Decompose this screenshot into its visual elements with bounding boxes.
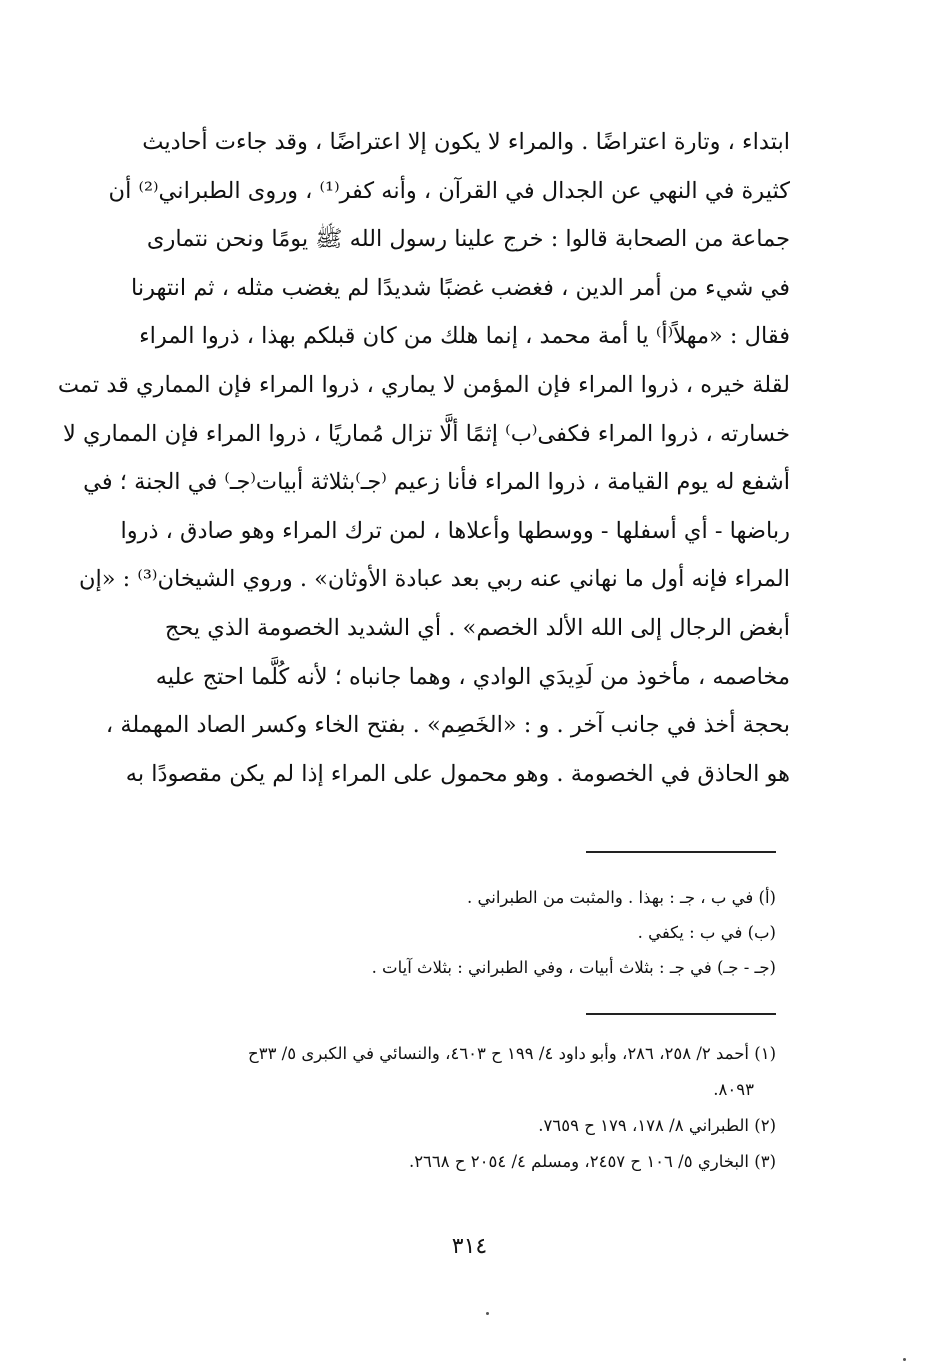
footnote: (١) أحمد ٢/ ٢٥٨، ٢٨٦، وأبو داود ٤/ ١٩٩ ح ٤٦٠٣، والنسائي في الكبرى ٥/ ٣٣ح (248, 1044, 776, 1063)
scan-speck (903, 1358, 906, 1361)
text-line: مخاصمه ، مأخوذ من لَدِيدَي الوادي ، وهما جانباه ؛ لأنه كُلَّما احتج عليه (155, 663, 790, 690)
footnote-continuation: ٨٠٩٣. (713, 1080, 754, 1099)
footnotes (108, 1036, 776, 1180)
footnotes-divider (586, 1013, 776, 1015)
variant-note: (أ) في ب ، جـ : بهذا . والمثبت من الطبراني . (466, 888, 776, 907)
text-line: أبغض الرجال إلى الله الألد الخصم» . أي الشديد الخصومة الذي يحج (164, 614, 790, 641)
text-line: جماعة من الصحابة قالوا : خرج علينا رسول الله ﷺ يومًا ونحن نتمارى (146, 226, 790, 253)
text-line: لقلة خيره ، ذروا المراء فإن المؤمن لا يماري ، ذروا المراء فإن المماري قد تمت (57, 371, 790, 398)
text-line: فقال : «مهلاً⁽أ⁾ يا أمة محمد ، إنما هلك من كان قبلكم بهذا ، ذروا المراء (139, 323, 790, 350)
text-line: بحجة أخذ في جانب آخر . و : «الخَصِم» . بفتح الخاء وكسر الصاد المهملة ، (105, 712, 790, 739)
main-text-block (57, 118, 790, 798)
page-number: ٣١٤ (451, 1234, 488, 1259)
text-line: رباضها - أي أسفلها - ووسطها وأعلاها ، لمن ترك المراء وهو صادق ، ذروا (120, 517, 790, 544)
text-line: في شيء من أمر الدين ، فغضب غضبًا شديدًا لم يغضب مثله ، ثم انتهرنا (130, 274, 790, 301)
variant-notes-divider (586, 851, 776, 853)
text-line: ابتداء ، وتارة اعتراضًا . والمراء لا يكون إلا اعتراضًا ، وقد جاءت أحاديث (142, 129, 790, 155)
scan-speck (486, 1312, 489, 1315)
variant-note: (جـ - جـ) في جـ : بثلاث أبيات ، وفي الطبراني : بثلاث آيات . (371, 958, 776, 977)
variant-note: (ب) في ب : يكفي . (637, 923, 776, 942)
text-line: خسارته ، ذروا المراء فكفى⁽ب⁾ إثمًا ألَّا تزال مُماريًا ، ذروا المراء فإن المماري لا (62, 420, 790, 447)
variant-notes (300, 880, 776, 985)
footnote: (٣) البخاري ٥/ ١٠٦ ح ٢٤٥٧، ومسلم ٤/ ٢٠٥٤ ح ٢٦٦٨. (408, 1152, 776, 1171)
text-line: أشفع له يوم القيامة ، ذروا المراء فأنا زعيم ⁽جـ⁾بثلاثة أبيات⁽جـ⁾ في الجنة ؛ في (83, 469, 790, 496)
text-line: المراء فإنه أول ما نهاني عنه ربي بعد عبادة الأوثان» . وروي الشيخان⁽³⁾ : «إن (78, 566, 790, 593)
footnote: (٢) الطبراني ٨/ ١٧٨، ١٧٩ ح ٧٦٥٩. (538, 1116, 776, 1135)
text-line: كثيرة في النهي عن الجدال في القرآن ، وأنه كفر⁽¹⁾ ، وروى الطبراني⁽²⁾ أن (108, 177, 790, 204)
text-line: هو الحاذق في الخصومة . وهو محمول على المراء إذا لم يكن مقصودًا به (125, 760, 790, 787)
